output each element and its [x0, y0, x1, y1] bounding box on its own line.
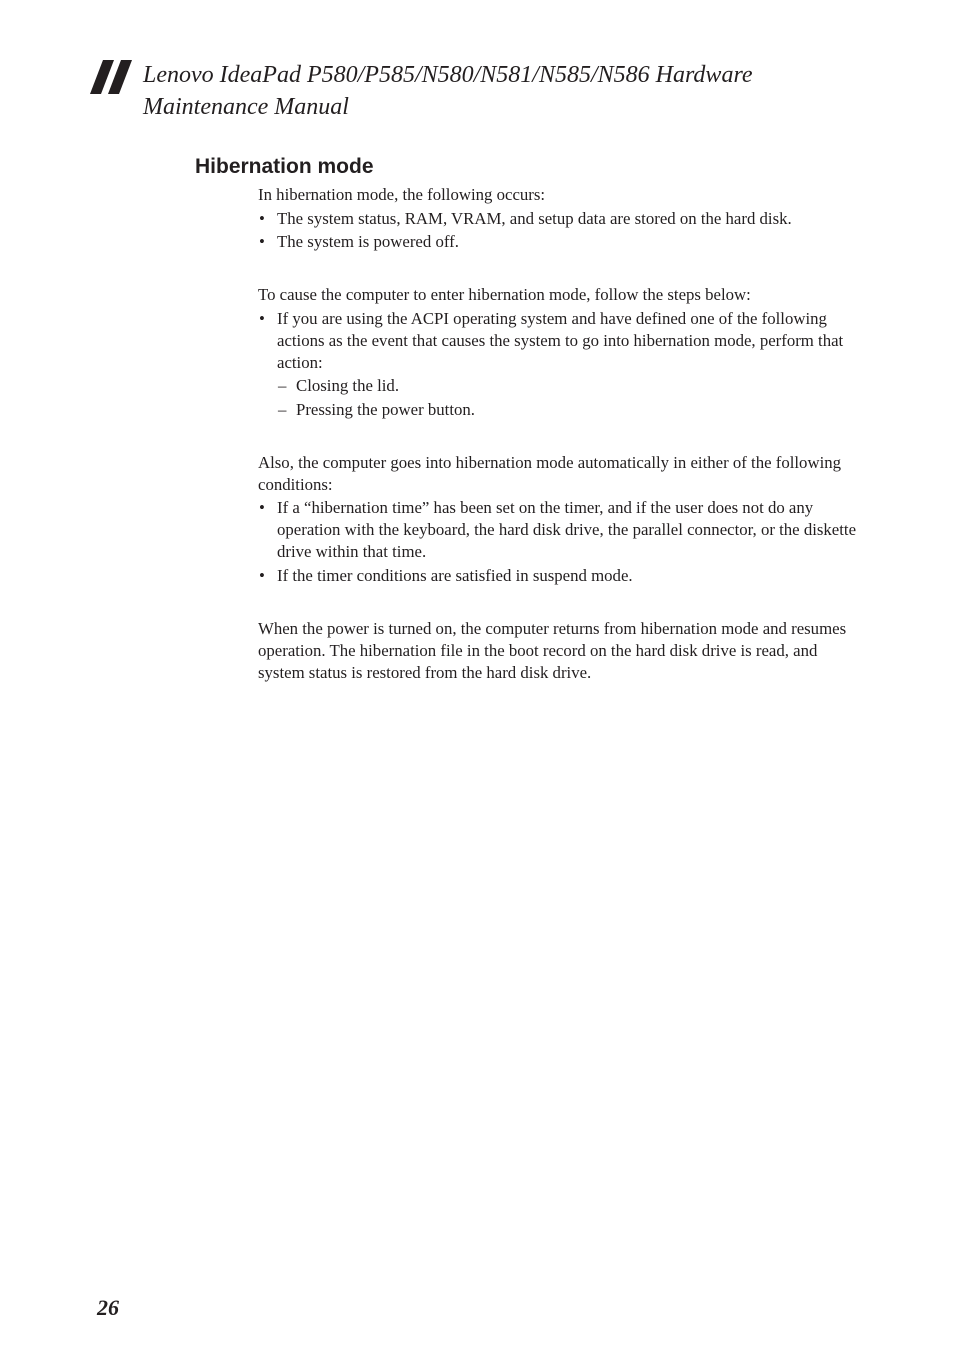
intro-paragraph: In hibernation mode, the following occurs:	[258, 185, 546, 204]
list-item: • The system is powered off.	[258, 231, 858, 253]
list-item: • The system status, RAM, VRAM, and setup data are stored on the hard disk.	[258, 208, 858, 230]
auto-intro-paragraph: Also, the computer goes into hibernation mode automatically in either of the following conditions:	[258, 452, 842, 494]
actions-list	[277, 375, 858, 421]
resume-paragraph: When the power is turned on, the computer returns from hibernation mode and resumes operation. The hibernation file in the boot record on the hard disk drive is read, and system status is restored from the hard disk drive.	[258, 618, 847, 682]
document-title	[143, 59, 843, 123]
page-number: 26	[97, 1295, 119, 1320]
dash-item: – Closing the lid.	[277, 375, 858, 397]
conditions-list	[258, 497, 858, 587]
dash-item: – Pressing the power button.	[277, 399, 858, 421]
list-item: • If a “hibernation time” has been set on the timer, and if the user does not do any operation with the keyboard, the hard disk drive, the parallel connector, or the diskette drive within that time.	[258, 497, 858, 563]
section-body	[258, 184, 858, 684]
list-item-text: If you are using the ACPI operating system and have defined one of the following actions as the event that causes the system to go into hibernation mode, perform that action:	[277, 308, 844, 372]
section-heading: Hibernation mode	[195, 155, 374, 178]
document-title-line-1: Lenovo IdeaPad P580/P585/N580/N581/N585/N586 Hardware	[143, 62, 753, 88]
list-item: • If the timer conditions are satisfied in suspend mode.	[258, 565, 858, 587]
occurs-list	[258, 208, 858, 254]
list-item	[258, 308, 858, 421]
steps-list	[258, 308, 858, 421]
header-slash-mark	[90, 60, 134, 94]
steps-intro-paragraph: To cause the computer to enter hibernation mode, follow the steps below:	[258, 285, 751, 304]
document-title-line-2: Maintenance Manual	[143, 94, 349, 120]
